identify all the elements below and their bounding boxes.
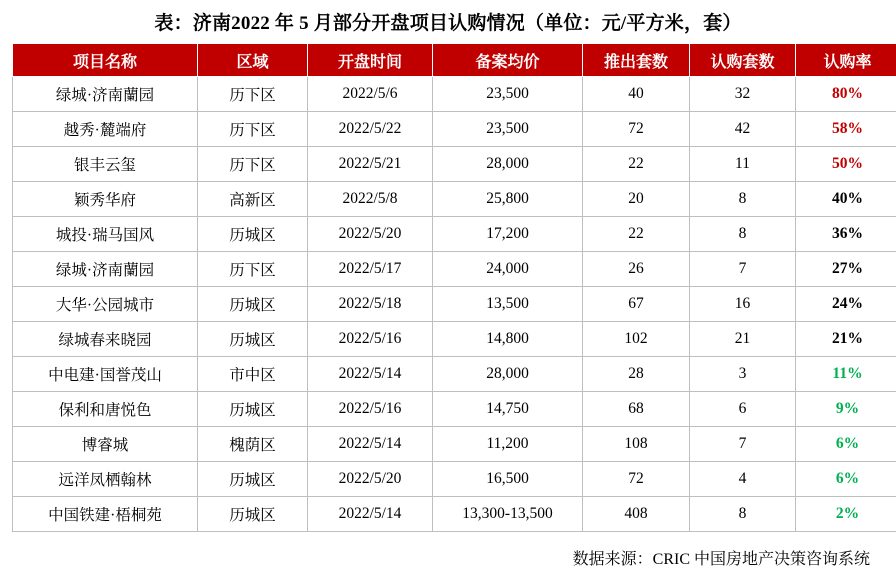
table-row — [13, 112, 896, 147]
launched-units-cell: 28 — [583, 357, 690, 392]
open-date-cell: 2022/5/16 — [308, 322, 433, 357]
project-name-cell: 绿城·济南蘭园 — [13, 252, 198, 287]
district-cell: 历城区 — [198, 497, 308, 532]
launched-units-cell: 22 — [583, 147, 690, 182]
subscription-rate-cell: 58% — [796, 112, 896, 147]
table-header-row — [13, 44, 896, 77]
subscribed-units-cell: 8 — [690, 217, 796, 252]
open-date-cell: 2022/5/18 — [308, 287, 433, 322]
avg-price-cell: 23,500 — [433, 112, 583, 147]
column-header-rate: 认购率 — [796, 44, 896, 77]
subscription-rate-cell: 11% — [796, 357, 896, 392]
launched-units-cell: 40 — [583, 77, 690, 112]
table-header — [13, 44, 896, 77]
subscription-rate-cell: 36% — [796, 217, 896, 252]
district-cell: 历城区 — [198, 462, 308, 497]
district-cell: 历城区 — [198, 322, 308, 357]
open-date-cell: 2022/5/14 — [308, 357, 433, 392]
avg-price-cell: 13,500 — [433, 287, 583, 322]
district-cell: 历下区 — [198, 147, 308, 182]
open-date-cell: 2022/5/16 — [308, 392, 433, 427]
table-row — [13, 392, 896, 427]
project-name-cell: 大华·公园城市 — [13, 287, 198, 322]
launched-units-cell: 20 — [583, 182, 690, 217]
avg-price-cell: 14,800 — [433, 322, 583, 357]
column-header-district: 区域 — [198, 44, 308, 77]
subscribed-units-cell: 21 — [690, 322, 796, 357]
subscribed-units-cell: 3 — [690, 357, 796, 392]
open-date-cell: 2022/5/6 — [308, 77, 433, 112]
avg-price-cell: 24,000 — [433, 252, 583, 287]
launched-units-cell: 22 — [583, 217, 690, 252]
open-date-cell: 2022/5/22 — [308, 112, 433, 147]
subscribed-units-cell: 7 — [690, 252, 796, 287]
open-date-cell: 2022/5/14 — [308, 497, 433, 532]
column-header-date: 开盘时间 — [308, 44, 433, 77]
open-date-cell: 2022/5/8 — [308, 182, 433, 217]
table-row — [13, 497, 896, 532]
district-cell: 历下区 — [198, 77, 308, 112]
launched-units-cell: 408 — [583, 497, 690, 532]
launched-units-cell: 26 — [583, 252, 690, 287]
page-title: 表：济南2022 年 5 月部分开盘项目认购情况（单位：元/平方米，套） — [12, 0, 884, 43]
open-date-cell: 2022/5/17 — [308, 252, 433, 287]
subscribed-units-cell: 42 — [690, 112, 796, 147]
subscribed-units-cell: 11 — [690, 147, 796, 182]
launched-units-cell: 72 — [583, 112, 690, 147]
table-row — [13, 322, 896, 357]
table-row — [13, 252, 896, 287]
table-row — [13, 427, 896, 462]
district-cell: 高新区 — [198, 182, 308, 217]
avg-price-cell: 28,000 — [433, 357, 583, 392]
subscription-rate-cell: 80% — [796, 77, 896, 112]
subscription-table — [12, 43, 896, 532]
subscription-rate-cell: 9% — [796, 392, 896, 427]
project-name-cell: 银丰云玺 — [13, 147, 198, 182]
launched-units-cell: 72 — [583, 462, 690, 497]
avg-price-cell: 17,200 — [433, 217, 583, 252]
launched-units-cell: 108 — [583, 427, 690, 462]
table-row — [13, 357, 896, 392]
district-cell: 市中区 — [198, 357, 308, 392]
launched-units-cell: 68 — [583, 392, 690, 427]
subscription-rate-cell: 27% — [796, 252, 896, 287]
subscription-rate-cell: 40% — [796, 182, 896, 217]
column-header-launched: 推出套数 — [583, 44, 690, 77]
table-row — [13, 217, 896, 252]
subscribed-units-cell: 6 — [690, 392, 796, 427]
avg-price-cell: 16,500 — [433, 462, 583, 497]
launched-units-cell: 102 — [583, 322, 690, 357]
project-name-cell: 城投·瑞马国风 — [13, 217, 198, 252]
avg-price-cell: 14,750 — [433, 392, 583, 427]
project-name-cell: 颖秀华府 — [13, 182, 198, 217]
subscribed-units-cell: 8 — [690, 497, 796, 532]
subscribed-units-cell: 7 — [690, 427, 796, 462]
subscribed-units-cell: 8 — [690, 182, 796, 217]
project-name-cell: 保利和唐悦色 — [13, 392, 198, 427]
district-cell: 历下区 — [198, 112, 308, 147]
subscription-rate-cell: 2% — [796, 497, 896, 532]
district-cell: 历城区 — [198, 392, 308, 427]
subscription-rate-cell: 21% — [796, 322, 896, 357]
project-name-cell: 绿城春来晓园 — [13, 322, 198, 357]
source-note: 数据来源：CRIC 中国房地产决策咨询系统 — [12, 532, 884, 569]
column-header-subscribed: 认购套数 — [690, 44, 796, 77]
table-row — [13, 147, 896, 182]
table-body — [13, 77, 896, 532]
table-row — [13, 287, 896, 322]
column-header-name: 项目名称 — [13, 44, 198, 77]
open-date-cell: 2022/5/20 — [308, 462, 433, 497]
avg-price-cell: 28,000 — [433, 147, 583, 182]
subscribed-units-cell: 32 — [690, 77, 796, 112]
avg-price-cell: 13,300-13,500 — [433, 497, 583, 532]
subscribed-units-cell: 16 — [690, 287, 796, 322]
avg-price-cell: 25,800 — [433, 182, 583, 217]
district-cell: 历下区 — [198, 252, 308, 287]
project-name-cell: 远洋凤栖翰林 — [13, 462, 198, 497]
subscription-rate-cell: 6% — [796, 462, 896, 497]
district-cell: 历城区 — [198, 287, 308, 322]
subscribed-units-cell: 4 — [690, 462, 796, 497]
table-row — [13, 182, 896, 217]
subscription-rate-cell: 6% — [796, 427, 896, 462]
open-date-cell: 2022/5/21 — [308, 147, 433, 182]
avg-price-cell: 23,500 — [433, 77, 583, 112]
project-name-cell: 博睿城 — [13, 427, 198, 462]
subscription-rate-cell: 50% — [796, 147, 896, 182]
project-name-cell: 越秀·麓端府 — [13, 112, 198, 147]
project-name-cell: 中国铁建·梧桐苑 — [13, 497, 198, 532]
open-date-cell: 2022/5/14 — [308, 427, 433, 462]
open-date-cell: 2022/5/20 — [308, 217, 433, 252]
column-header-price: 备案均价 — [433, 44, 583, 77]
table-row — [13, 77, 896, 112]
district-cell: 槐荫区 — [198, 427, 308, 462]
table-row — [13, 462, 896, 497]
subscription-rate-cell: 24% — [796, 287, 896, 322]
project-name-cell: 中电建·国誉茂山 — [13, 357, 198, 392]
avg-price-cell: 11,200 — [433, 427, 583, 462]
launched-units-cell: 67 — [583, 287, 690, 322]
district-cell: 历城区 — [198, 217, 308, 252]
project-name-cell: 绿城·济南蘭园 — [13, 77, 198, 112]
